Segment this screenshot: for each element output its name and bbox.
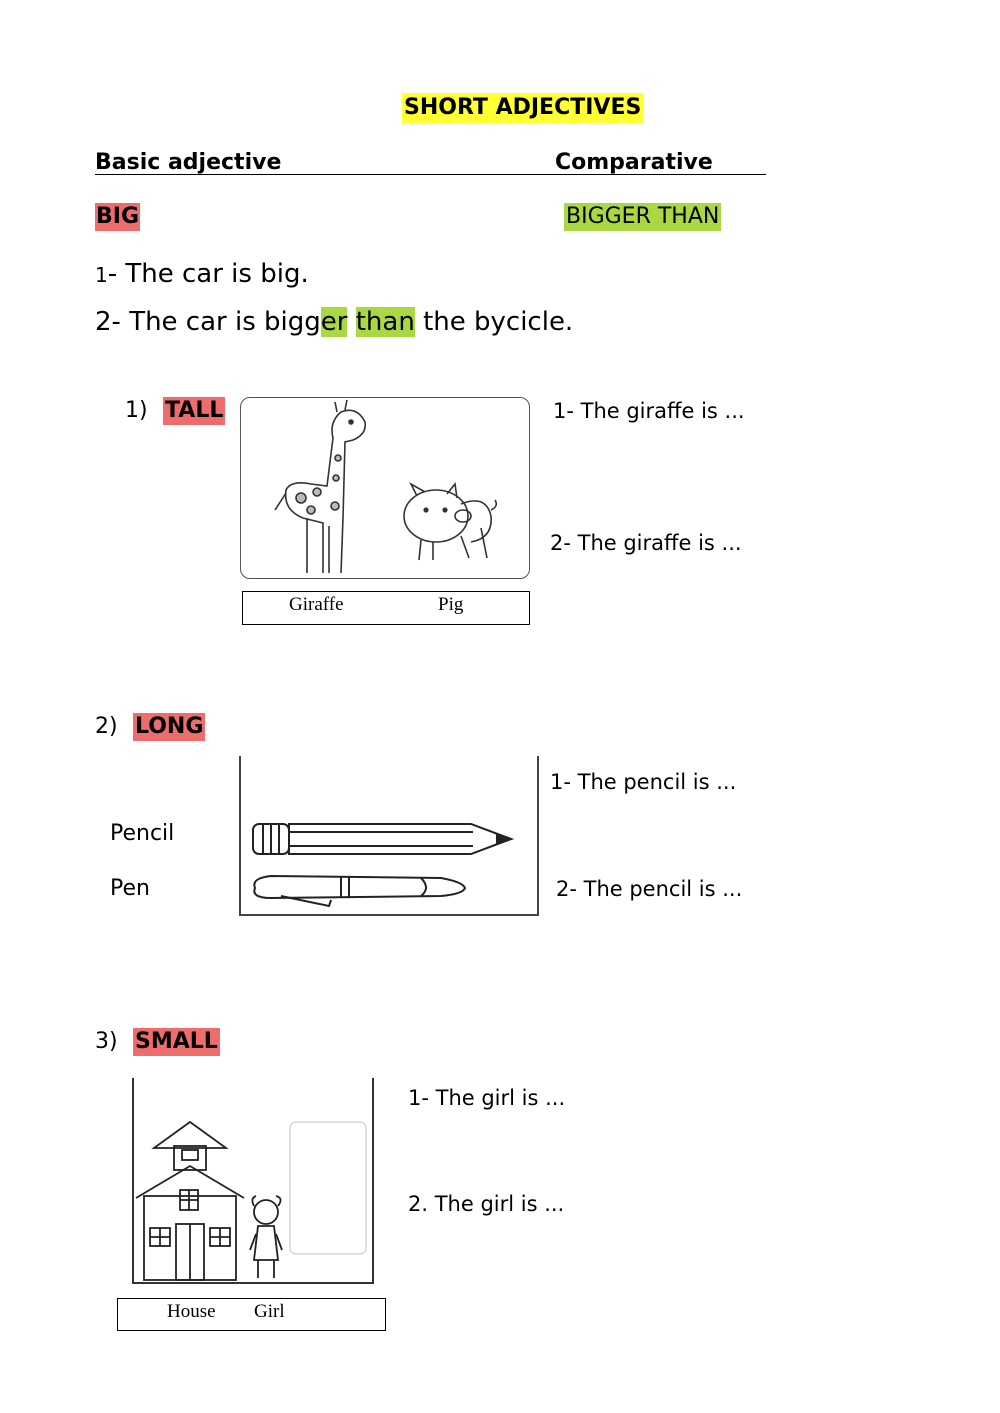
label-pencil: Pencil bbox=[110, 821, 175, 846]
exercise-3-adjective: SMALL bbox=[135, 1029, 218, 1054]
exercise-3-captions bbox=[117, 1298, 386, 1331]
exercise-1-prompt-1: 1- The giraffe is ... bbox=[553, 399, 745, 423]
caption-giraffe: Giraffe bbox=[289, 594, 344, 615]
giraffe-pig-picture bbox=[240, 397, 530, 579]
giraffe-pig-illustration bbox=[241, 398, 529, 578]
house-girl-illustration bbox=[134, 1078, 372, 1282]
example-sentence-1 bbox=[95, 257, 309, 292]
exercise-1-number: 1) bbox=[125, 398, 148, 423]
exercise-2-prompt-1: 1- The pencil is ... bbox=[550, 770, 737, 794]
caption-house: House bbox=[167, 1301, 216, 1322]
sentence-1-text: - The car is big. bbox=[107, 259, 309, 289]
exercise-3-prompt-1: 1- The girl is ... bbox=[408, 1086, 566, 1110]
exercise-1-captions bbox=[242, 591, 530, 625]
house-girl-picture bbox=[132, 1078, 374, 1284]
exercise-1-prompt-2: 2- The giraffe is ... bbox=[550, 531, 742, 555]
header-basic: Basic adjective bbox=[95, 150, 282, 175]
sentence-1-number: 1 bbox=[95, 263, 108, 287]
exercise-2-prompt-2: 2- The pencil is ... bbox=[556, 877, 743, 901]
page-title: SHORT ADJECTIVES bbox=[402, 93, 643, 123]
header-comparative: Comparative bbox=[555, 150, 713, 175]
sentence-2-start: 2- The car is bigg bbox=[95, 307, 321, 337]
sentence-2-er: er bbox=[320, 307, 348, 337]
header-underline bbox=[95, 174, 766, 175]
example-comparative: BIGGER THAN bbox=[566, 204, 720, 229]
exercise-3-prompt-2: 2. The girl is ... bbox=[408, 1192, 565, 1216]
example-sentence-2 bbox=[95, 305, 573, 339]
pencil-pen-illustration bbox=[241, 756, 537, 914]
exercise-2-number: 2) bbox=[95, 714, 118, 739]
example-basic: BIG bbox=[96, 204, 140, 229]
pencil-pen-picture bbox=[239, 756, 539, 916]
exercise-3-number: 3) bbox=[95, 1029, 118, 1054]
exercise-1-adjective: TALL bbox=[165, 398, 224, 423]
exercise-2-adjective: LONG bbox=[135, 714, 204, 739]
caption-girl: Girl bbox=[254, 1301, 285, 1322]
caption-pig: Pig bbox=[438, 594, 464, 615]
label-pen: Pen bbox=[110, 876, 150, 901]
sentence-2-end: the bycicle. bbox=[414, 307, 574, 337]
sentence-2-than: than bbox=[355, 307, 415, 337]
